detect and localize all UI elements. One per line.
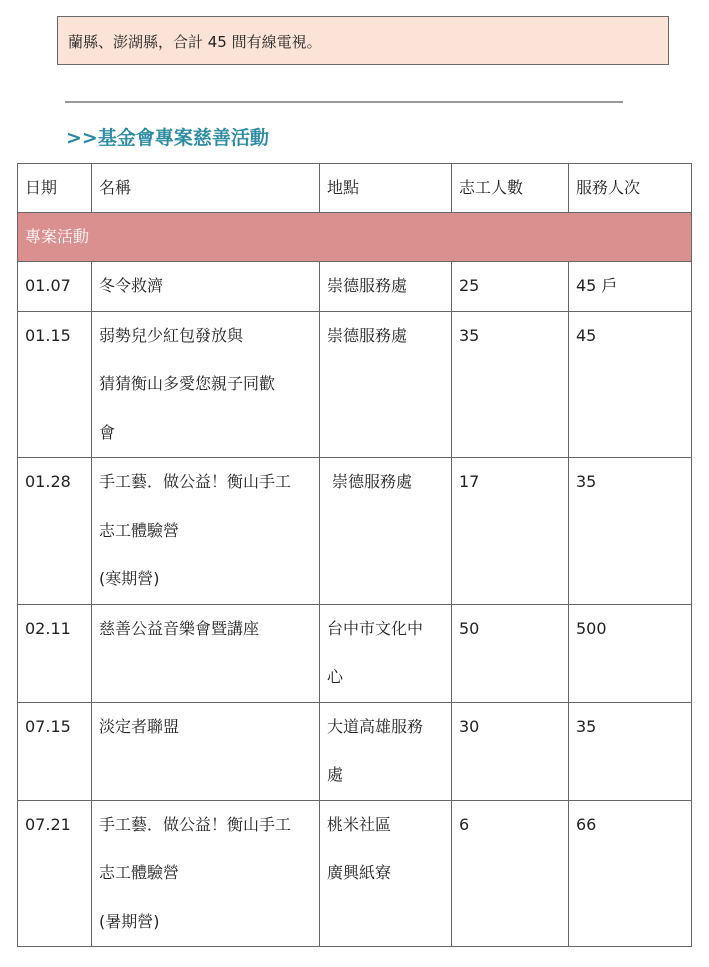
cell-name: 冬令救濟: [92, 262, 320, 312]
section-divider: [65, 101, 623, 103]
cell-location: 台中市文化中 心: [320, 604, 452, 702]
cell-name: 手工藝．做公益！衡山手工 志工體驗營 (暑期營): [92, 800, 320, 947]
category-band-label: 專案活動: [18, 213, 692, 262]
cell-date: 01.15: [18, 311, 92, 458]
cell-served: 35: [569, 458, 692, 605]
cell-date: 07.21: [18, 800, 92, 947]
notice-text: 蘭縣、澎湖縣，合計 45 間有線電視。: [68, 33, 322, 51]
cell-date: 07.15: [18, 702, 92, 800]
header-name: 名稱: [92, 164, 320, 213]
header-date: 日期: [18, 164, 92, 213]
cell-location: 崇德服務處: [320, 458, 452, 605]
cell-volunteers: 50: [452, 604, 569, 702]
table-header-row: [18, 164, 692, 213]
table-row: [18, 702, 692, 800]
cell-location: 崇德服務處: [320, 262, 452, 312]
cell-served: 66: [569, 800, 692, 947]
cell-served: 500: [569, 604, 692, 702]
cell-volunteers: 25: [452, 262, 569, 312]
cell-name: 淡定者聯盟: [92, 702, 320, 800]
table-row: [18, 800, 692, 947]
table-row: [18, 604, 692, 702]
cell-location: 崇德服務處: [320, 311, 452, 458]
cell-volunteers: 30: [452, 702, 569, 800]
cell-location: 桃米社區 廣興紙寮: [320, 800, 452, 947]
notice-box: [57, 16, 669, 65]
cell-name: 慈善公益音樂會暨講座: [92, 604, 320, 702]
cell-date: 01.28: [18, 458, 92, 605]
cell-volunteers: 6: [452, 800, 569, 947]
header-location: 地點: [320, 164, 452, 213]
cell-location: 大道高雄服務 處: [320, 702, 452, 800]
table-row: [18, 458, 692, 605]
table-row: [18, 262, 692, 312]
section-title: >>基金會專案慈善活動: [66, 127, 269, 149]
cell-date: 02.11: [18, 604, 92, 702]
category-band-row: [18, 213, 692, 262]
cell-name: 手工藝．做公益！衡山手工 志工體驗營 (寒期營): [92, 458, 320, 605]
cell-name: 弱勢兒少紅包發放與 猜猜衡山多愛您親子同歡 會: [92, 311, 320, 458]
cell-served: 35: [569, 702, 692, 800]
cell-served: 45: [569, 311, 692, 458]
header-served: 服務人次: [569, 164, 692, 213]
header-volunteers: 志工人數: [452, 164, 569, 213]
events-table: [17, 163, 692, 947]
table-row: [18, 311, 692, 458]
cell-volunteers: 17: [452, 458, 569, 605]
cell-date: 01.07: [18, 262, 92, 312]
cell-volunteers: 35: [452, 311, 569, 458]
cell-served: 45 戶: [569, 262, 692, 312]
